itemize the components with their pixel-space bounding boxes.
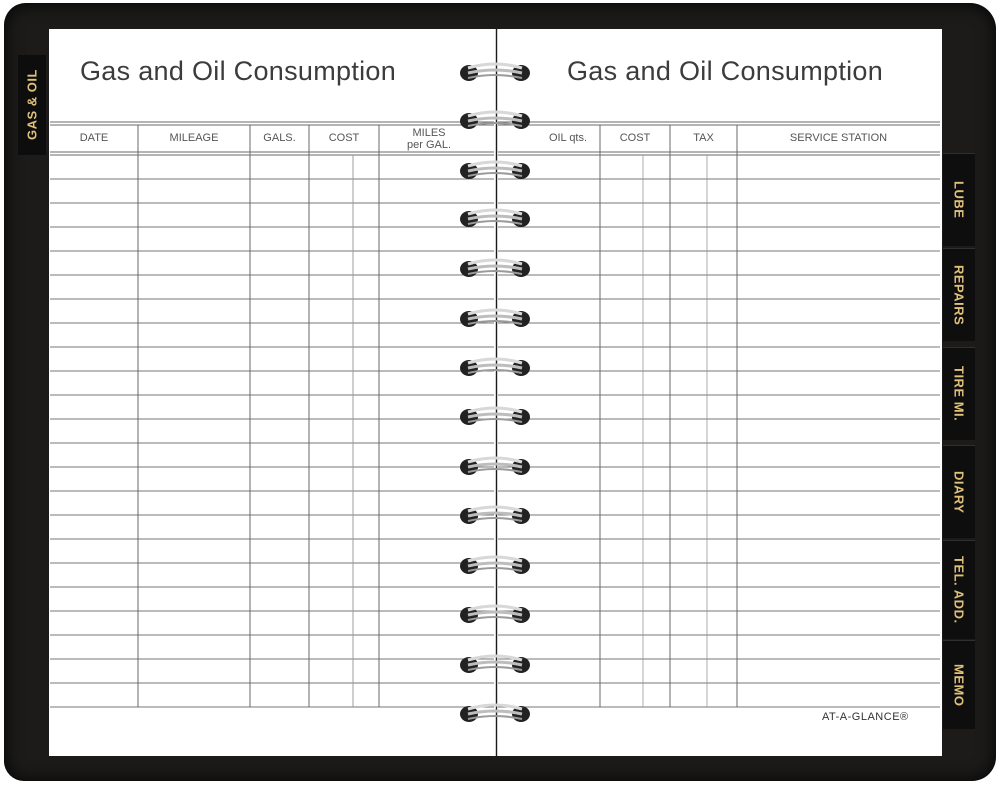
- spiral-ring: [458, 555, 532, 577]
- header-gals: GALS.: [263, 132, 296, 144]
- header-tax: TAX: [693, 132, 714, 144]
- spiral-ring: [458, 110, 532, 132]
- header-date: DATE: [79, 132, 109, 144]
- brand-logo: AT-A-GLANCE®: [822, 711, 909, 723]
- tab-memo[interactable]: MEMO: [943, 640, 975, 729]
- header-service-station: SERVICE STATION: [789, 132, 888, 144]
- header-cost-right: COST: [619, 132, 651, 144]
- tab-tel-add[interactable]: TEL. ADD.: [943, 540, 975, 639]
- spiral-ring: [458, 160, 532, 182]
- right-page-title: Gas and Oil Consumption: [567, 56, 884, 86]
- tab-lube[interactable]: LUBE: [943, 153, 975, 246]
- spiral-ring: [458, 505, 532, 527]
- spiral-ring: [458, 654, 532, 676]
- spiral-ring: [458, 703, 532, 725]
- tab-gas-oil[interactable]: GAS & OIL: [18, 55, 46, 155]
- header-per-gal: per GAL.: [406, 139, 452, 151]
- tab-tire-mi[interactable]: TIRE MI.: [943, 347, 975, 440]
- header-oil-qts: OIL qts.: [548, 132, 588, 144]
- spiral-ring: [458, 308, 532, 330]
- header-miles: MILES: [412, 127, 446, 139]
- spiral-ring: [458, 604, 532, 626]
- spiral-ring: [458, 258, 532, 280]
- header-mileage: MILEAGE: [169, 132, 219, 144]
- spiral-ring: [458, 456, 532, 478]
- tab-repairs[interactable]: REPAIRS: [943, 248, 975, 341]
- left-page-title: Gas and Oil Consumption: [80, 56, 397, 86]
- spiral-ring: [458, 62, 532, 84]
- header-cost-left: COST: [328, 132, 360, 144]
- spiral-ring: [458, 406, 532, 428]
- tab-diary[interactable]: DIARY: [943, 445, 975, 538]
- spiral-ring: [458, 208, 532, 230]
- spiral-ring: [458, 357, 532, 379]
